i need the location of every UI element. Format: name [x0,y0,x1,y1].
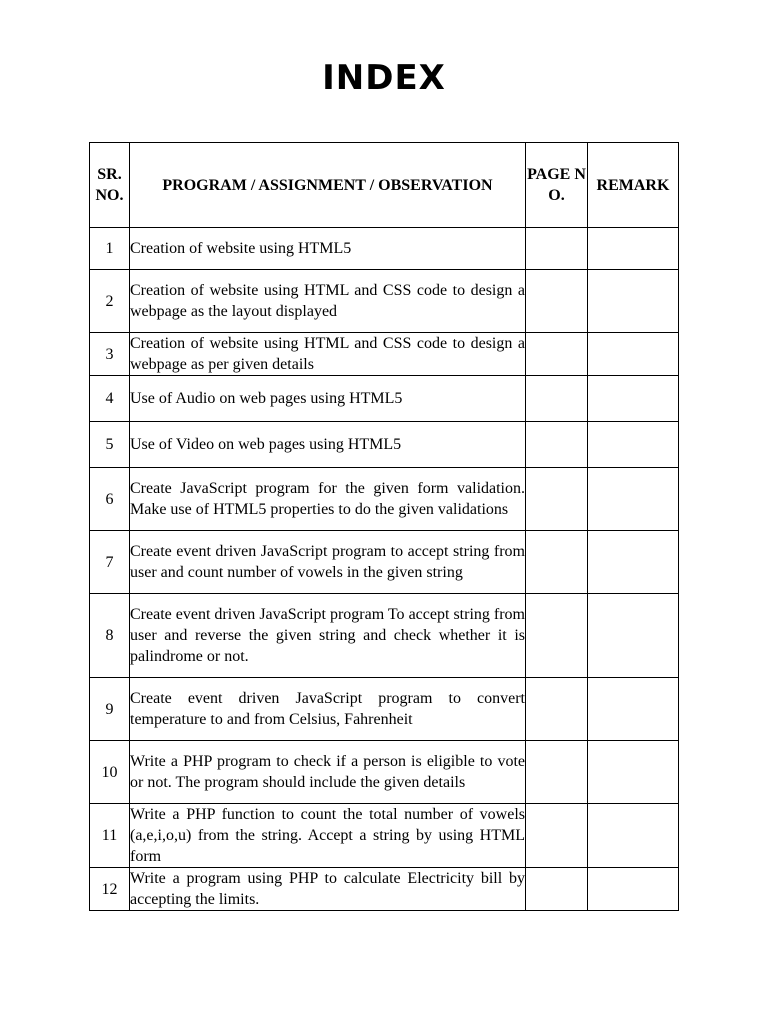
remark-cell [588,468,679,531]
remark-cell [588,531,679,594]
table-row [90,468,679,531]
program-cell: Write a program using PHP to calculate Electricity bill by accepting the limits. [130,868,526,911]
remark-header: REMARK [588,143,679,228]
remark-cell [588,594,679,678]
sr-no-cell: 1 [90,228,130,270]
table-row [90,228,679,270]
index-table [89,142,679,911]
remark-cell [588,678,679,741]
remark-cell [588,741,679,804]
program-cell: Create event driven JavaScript program to convert temperature to and from Celsius, Fahrenheit [130,678,526,741]
page-no-header: PAGE NO. [526,143,588,228]
program-cell: Use of Video on web pages using HTML5 [130,422,526,468]
page-no-cell [526,868,588,911]
page-no-cell [526,468,588,531]
page-no-cell [526,270,588,333]
remark-cell [588,804,679,868]
sr-no-cell: 8 [90,594,130,678]
sr-no-cell: 3 [90,333,130,376]
program-cell: Creation of website using HTML and CSS code to design a webpage as per given details [130,333,526,376]
remark-cell [588,333,679,376]
table-row [90,594,679,678]
remark-cell [588,270,679,333]
program-cell: Creation of website using HTML and CSS code to design a webpage as the layout displayed [130,270,526,333]
program-header: PROGRAM / ASSIGNMENT / OBSERVATION [130,143,526,228]
sr-no-cell: 11 [90,804,130,868]
table-row [90,270,679,333]
program-cell: Create event driven JavaScript program To accept string from user and reverse the given string and check whether it is palindrome or not. [130,594,526,678]
sr-no-cell: 9 [90,678,130,741]
sr-no-cell: 2 [90,270,130,333]
sr-no-cell: 5 [90,422,130,468]
table-row [90,376,679,422]
table-row [90,531,679,594]
remark-cell [588,422,679,468]
page-no-cell [526,594,588,678]
table-row [90,422,679,468]
program-cell: Creation of website using HTML5 [130,228,526,270]
sr-no-header: SR. NO. [90,143,130,228]
program-cell: Create JavaScript program for the given form validation. Make use of HTML5 properties to do the given validations [130,468,526,531]
table-row [90,868,679,911]
sr-no-cell: 4 [90,376,130,422]
table-row [90,804,679,868]
header-row [90,143,679,228]
program-cell: Write a PHP program to check if a person is eligible to vote or not. The program should include the given details [130,741,526,804]
remark-cell [588,376,679,422]
page-no-cell [526,333,588,376]
page-no-cell [526,531,588,594]
sr-no-cell: 12 [90,868,130,911]
program-cell: Create event driven JavaScript program to accept string from user and count number of vowels in the given string [130,531,526,594]
page-title: INDEX [322,58,446,98]
table-row [90,678,679,741]
page-no-cell [526,804,588,868]
page-no-cell [526,376,588,422]
program-cell: Use of Audio on web pages using HTML5 [130,376,526,422]
page-no-cell [526,228,588,270]
page-no-cell [526,678,588,741]
page-no-cell [526,741,588,804]
sr-no-cell: 6 [90,468,130,531]
table-row [90,333,679,376]
remark-cell [588,228,679,270]
remark-cell [588,868,679,911]
sr-no-cell: 7 [90,531,130,594]
program-cell: Write a PHP function to count the total number of vowels (a,e,i,o,u) from the string. Accept a string by using HTML form [130,804,526,868]
page-no-cell [526,422,588,468]
table-row [90,741,679,804]
sr-no-cell: 10 [90,741,130,804]
